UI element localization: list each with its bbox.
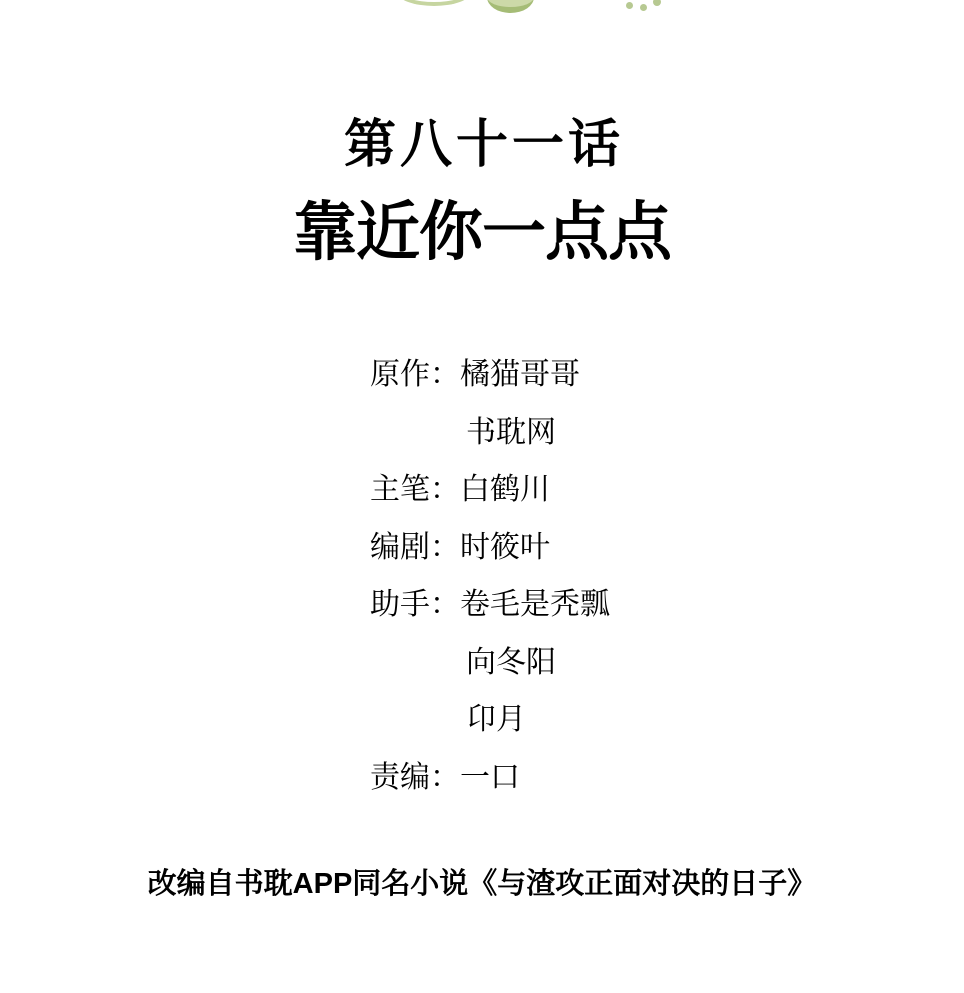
leaf-icon xyxy=(487,0,534,13)
credit-value: 卷毛是秃瓢 xyxy=(460,588,610,621)
credit-label: 责编： xyxy=(370,760,460,794)
credit-value: 书耽网 xyxy=(466,415,556,449)
leaf-outline-icon xyxy=(397,0,471,6)
chapter-title: 靠近你一点点 xyxy=(293,196,671,268)
credit-row-assistant-3 xyxy=(370,691,610,749)
credit-row-assistant-2 xyxy=(370,634,610,692)
credit-value: 时筱叶 xyxy=(460,530,550,564)
credit-value: 橘猫哥哥 xyxy=(460,358,580,391)
credit-row-original-author xyxy=(370,346,610,404)
credit-value: 一口 xyxy=(460,760,520,794)
leaf-dot-icon xyxy=(640,4,647,11)
credit-row-assistant xyxy=(370,576,610,634)
adaptation-note: 改编自书耽APP同名小说《与渣攻正面对决的日子》 xyxy=(147,868,817,900)
credit-label: 编剧： xyxy=(370,530,460,564)
chapter-number: 第八十一话 xyxy=(343,116,624,174)
credit-value: 卬月 xyxy=(466,703,526,736)
credit-row-source-site xyxy=(370,404,610,462)
leaf-dot-icon xyxy=(653,0,661,6)
credits-list xyxy=(370,346,610,806)
credit-label: 主笔： xyxy=(370,473,460,506)
credit-row-editor xyxy=(370,749,610,807)
credit-row-lead-artist xyxy=(370,461,610,519)
credit-label: 原作： xyxy=(370,358,460,391)
credit-row-screenwriter xyxy=(370,519,610,577)
leaf-dot-icon xyxy=(626,2,633,9)
credit-value: 白鹤川 xyxy=(460,473,550,506)
credit-label: 助手： xyxy=(370,588,460,621)
credit-value: 向冬阳 xyxy=(466,645,556,679)
